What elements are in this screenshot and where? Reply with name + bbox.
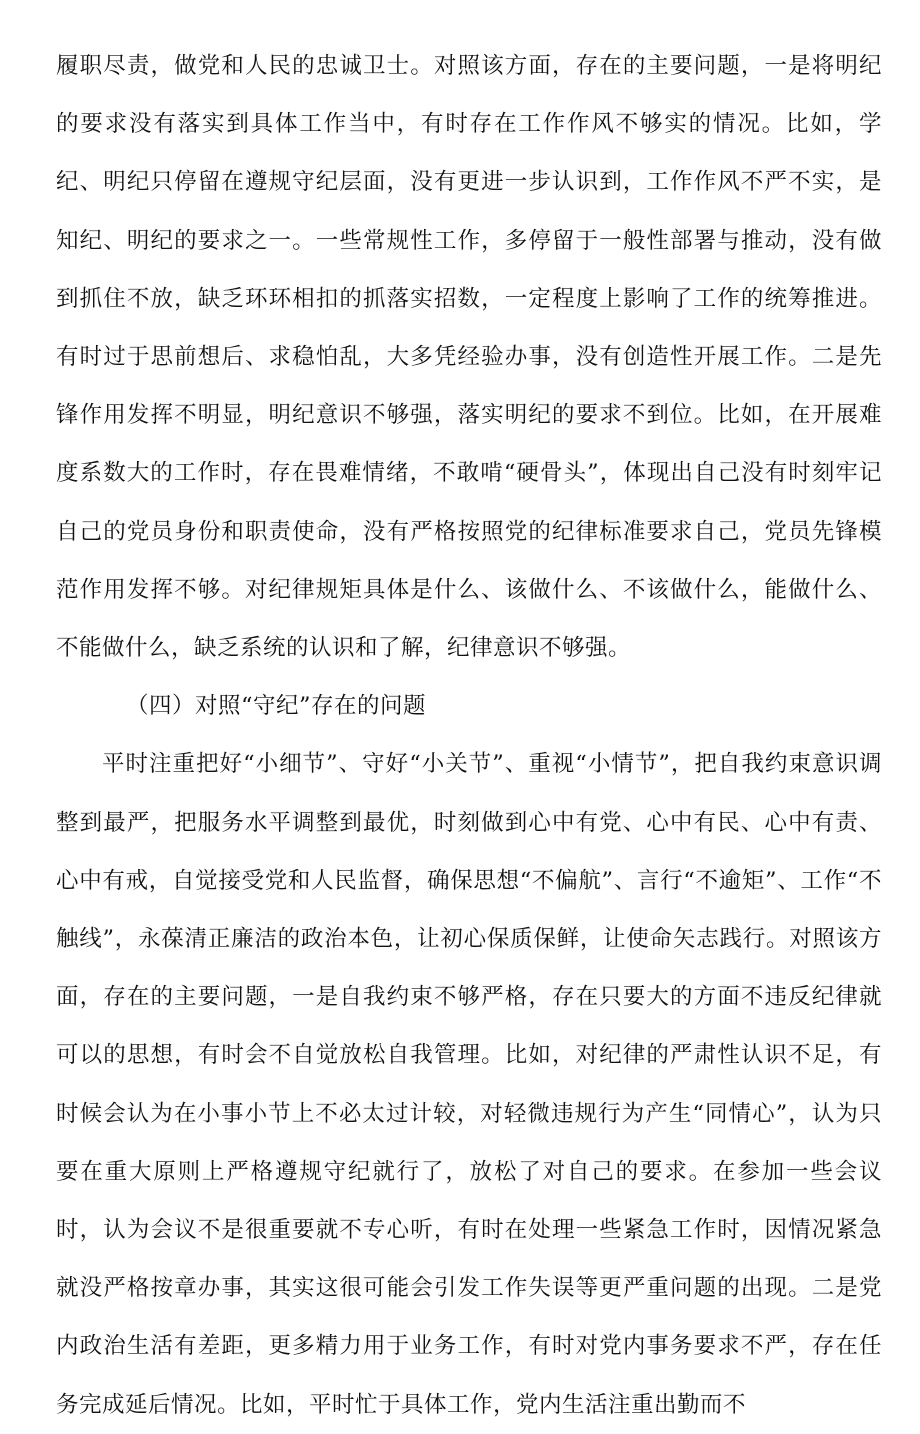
paragraph-body: 平时注重把好“小细节”、守好“小关节”、重视“小情节”，把自我约束意识调整到最严，把服务水平调整到最优，时刻做到心中有党、心中有民、心中有责、心中有戒，自觉接受党和人民监督，确保思想“不偏航”、言行“不逾矩”、工作“不触线”，永葆清正廉洁的政治本色，让初心保质保鲜，让使命矢志践行。对照该方面，存在的主要问题，一是自我约束不够严格，存在只要大的方面不违反纪律就可以的思想，有时会不自觉放松自我管理。比如，对纪律的严肃性认识不足，有时候会认为在小事小节上不必太过计较，对轻微违规行为产生“同情心”，认为只要在重大原则上严格遵规守纪就行了，放松了对自己的要求。在参加一些会议时，认为会议不是很重要就不专心听，有时在处理一些紧急工作时，因情况紧急就没严格按章办事，其实这很可能会引发工作失误等更严重问题的出现。二是党内政治生活有差距，更多精力用于业务工作，有时对党内事务要求不严，存在任务完成延后情况。比如，平时忙于具体工作，党内生活注重出勤而不 <box>56 751 882 1418</box>
section-heading: （四）对照“守纪”存在的问题 <box>126 693 427 720</box>
document-body <box>56 37 882 1434</box>
paragraph-continuation: 履职尽责，做党和人民的忠诚卫士。对照该方面，存在的主要问题，一是将明纪的要求没有落实到具体工作当中，有时存在工作作风不够实的情况。比如，学纪、明纪只停留在遵规守纪层面，没有更进一步认识到，工作作风不严不实，是知纪、明纪的要求之一。一些常规性工作，多停留于一般性部署与推动，没有做到抓住不放，缺乏环环相扣的抓落实招数，一定程度上影响了工作的统筹推进。有时过于思前想后、求稳怕乱，大多凭经验办事，没有创造性开展工作。二是先锋作用发挥不明显，明纪意识不够强，落实明纪的要求不到位。比如，在开展难度系数大的工作时，存在畏难情绪，不敢啃“硬骨头”，体现出自己没有时刻牢记自己的党员身份和职责使命，没有严格按照党的纪律标准要求自己，党员先锋模范作用发挥不够。对纪律规矩具体是什么、该做什么、不该做什么，能做什么、不能做什么，缺乏系统的认识和了解，纪律意识不够强。 <box>56 53 882 662</box>
